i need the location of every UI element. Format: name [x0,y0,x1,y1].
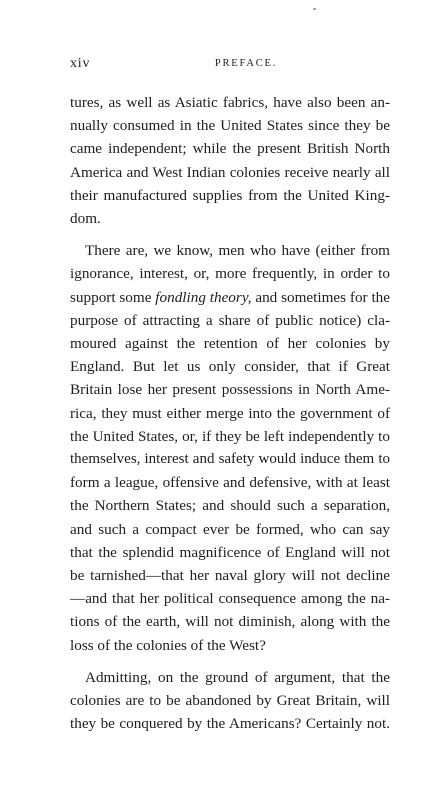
page-header [70,56,386,76]
text-line: be tarnished—that her naval glory will not decline [70,567,390,585]
paper-speck [313,8,316,10]
text-line: England. But let us only consider, that if Great [70,358,390,376]
body-text [70,91,390,735]
text-run: and sometimes for the [251,288,390,306]
text-line: America and West Indian colonies receive nearly all [70,163,390,181]
text-line: came independent; while the present British North [70,140,390,158]
text-line: they be conquered by the Americans? Certainly not. [70,715,390,733]
text-line: and such a compact ever be formed, who can say [70,520,390,538]
paragraph [70,91,390,230]
paragraph [70,239,390,657]
text-line: Admitting, on the ground of argument, that the [85,668,390,686]
italic-phrase: fondling theory, [155,288,252,306]
running-head: PREFACE. [214,58,278,69]
text-line: dom. [70,210,101,228]
text-line: form a league, offensive and defensive, with at least [70,474,390,492]
text-line: their manufactured supplies from the United King- [70,186,390,204]
text-line: themselves, interest and safety would induce them to [70,451,390,468]
text-line: loss of the colonies of the West? [70,636,266,654]
text-line: tures, as well as Asiatic fabrics, have also been an- [70,94,390,111]
text-line: purpose of attracting a share of public notice) cla- [70,311,390,329]
text-line: tions of the earth, will not diminish, along with the [70,613,390,631]
page-number: xiv [70,56,91,71]
text-run: support some [70,288,156,306]
text-line: Britain lose her present possessions in North Ame- [70,381,390,399]
paragraph [70,666,390,736]
text-line: the Northern States; and should such a separation, [70,497,390,515]
text-line: moured against the retention of her colonies by [70,335,390,353]
text-line: the United States, or, if they be left independently to [70,427,390,445]
text-line: nually consumed in the United States since they be [70,117,390,135]
text-line [70,286,390,309]
text-line: There are, we know, men who have (either from [85,242,390,260]
text-line: that the splendid magnificence of England will not [70,543,390,561]
text-line: rica, they must either merge into the government of [70,404,390,422]
text-line: ignorance, interest, or, more frequently, in order to [70,265,390,283]
text-line: —and that her political consequence among the na- [70,590,390,608]
text-line: colonies are to be abandoned by Great Britain, will [70,692,390,710]
